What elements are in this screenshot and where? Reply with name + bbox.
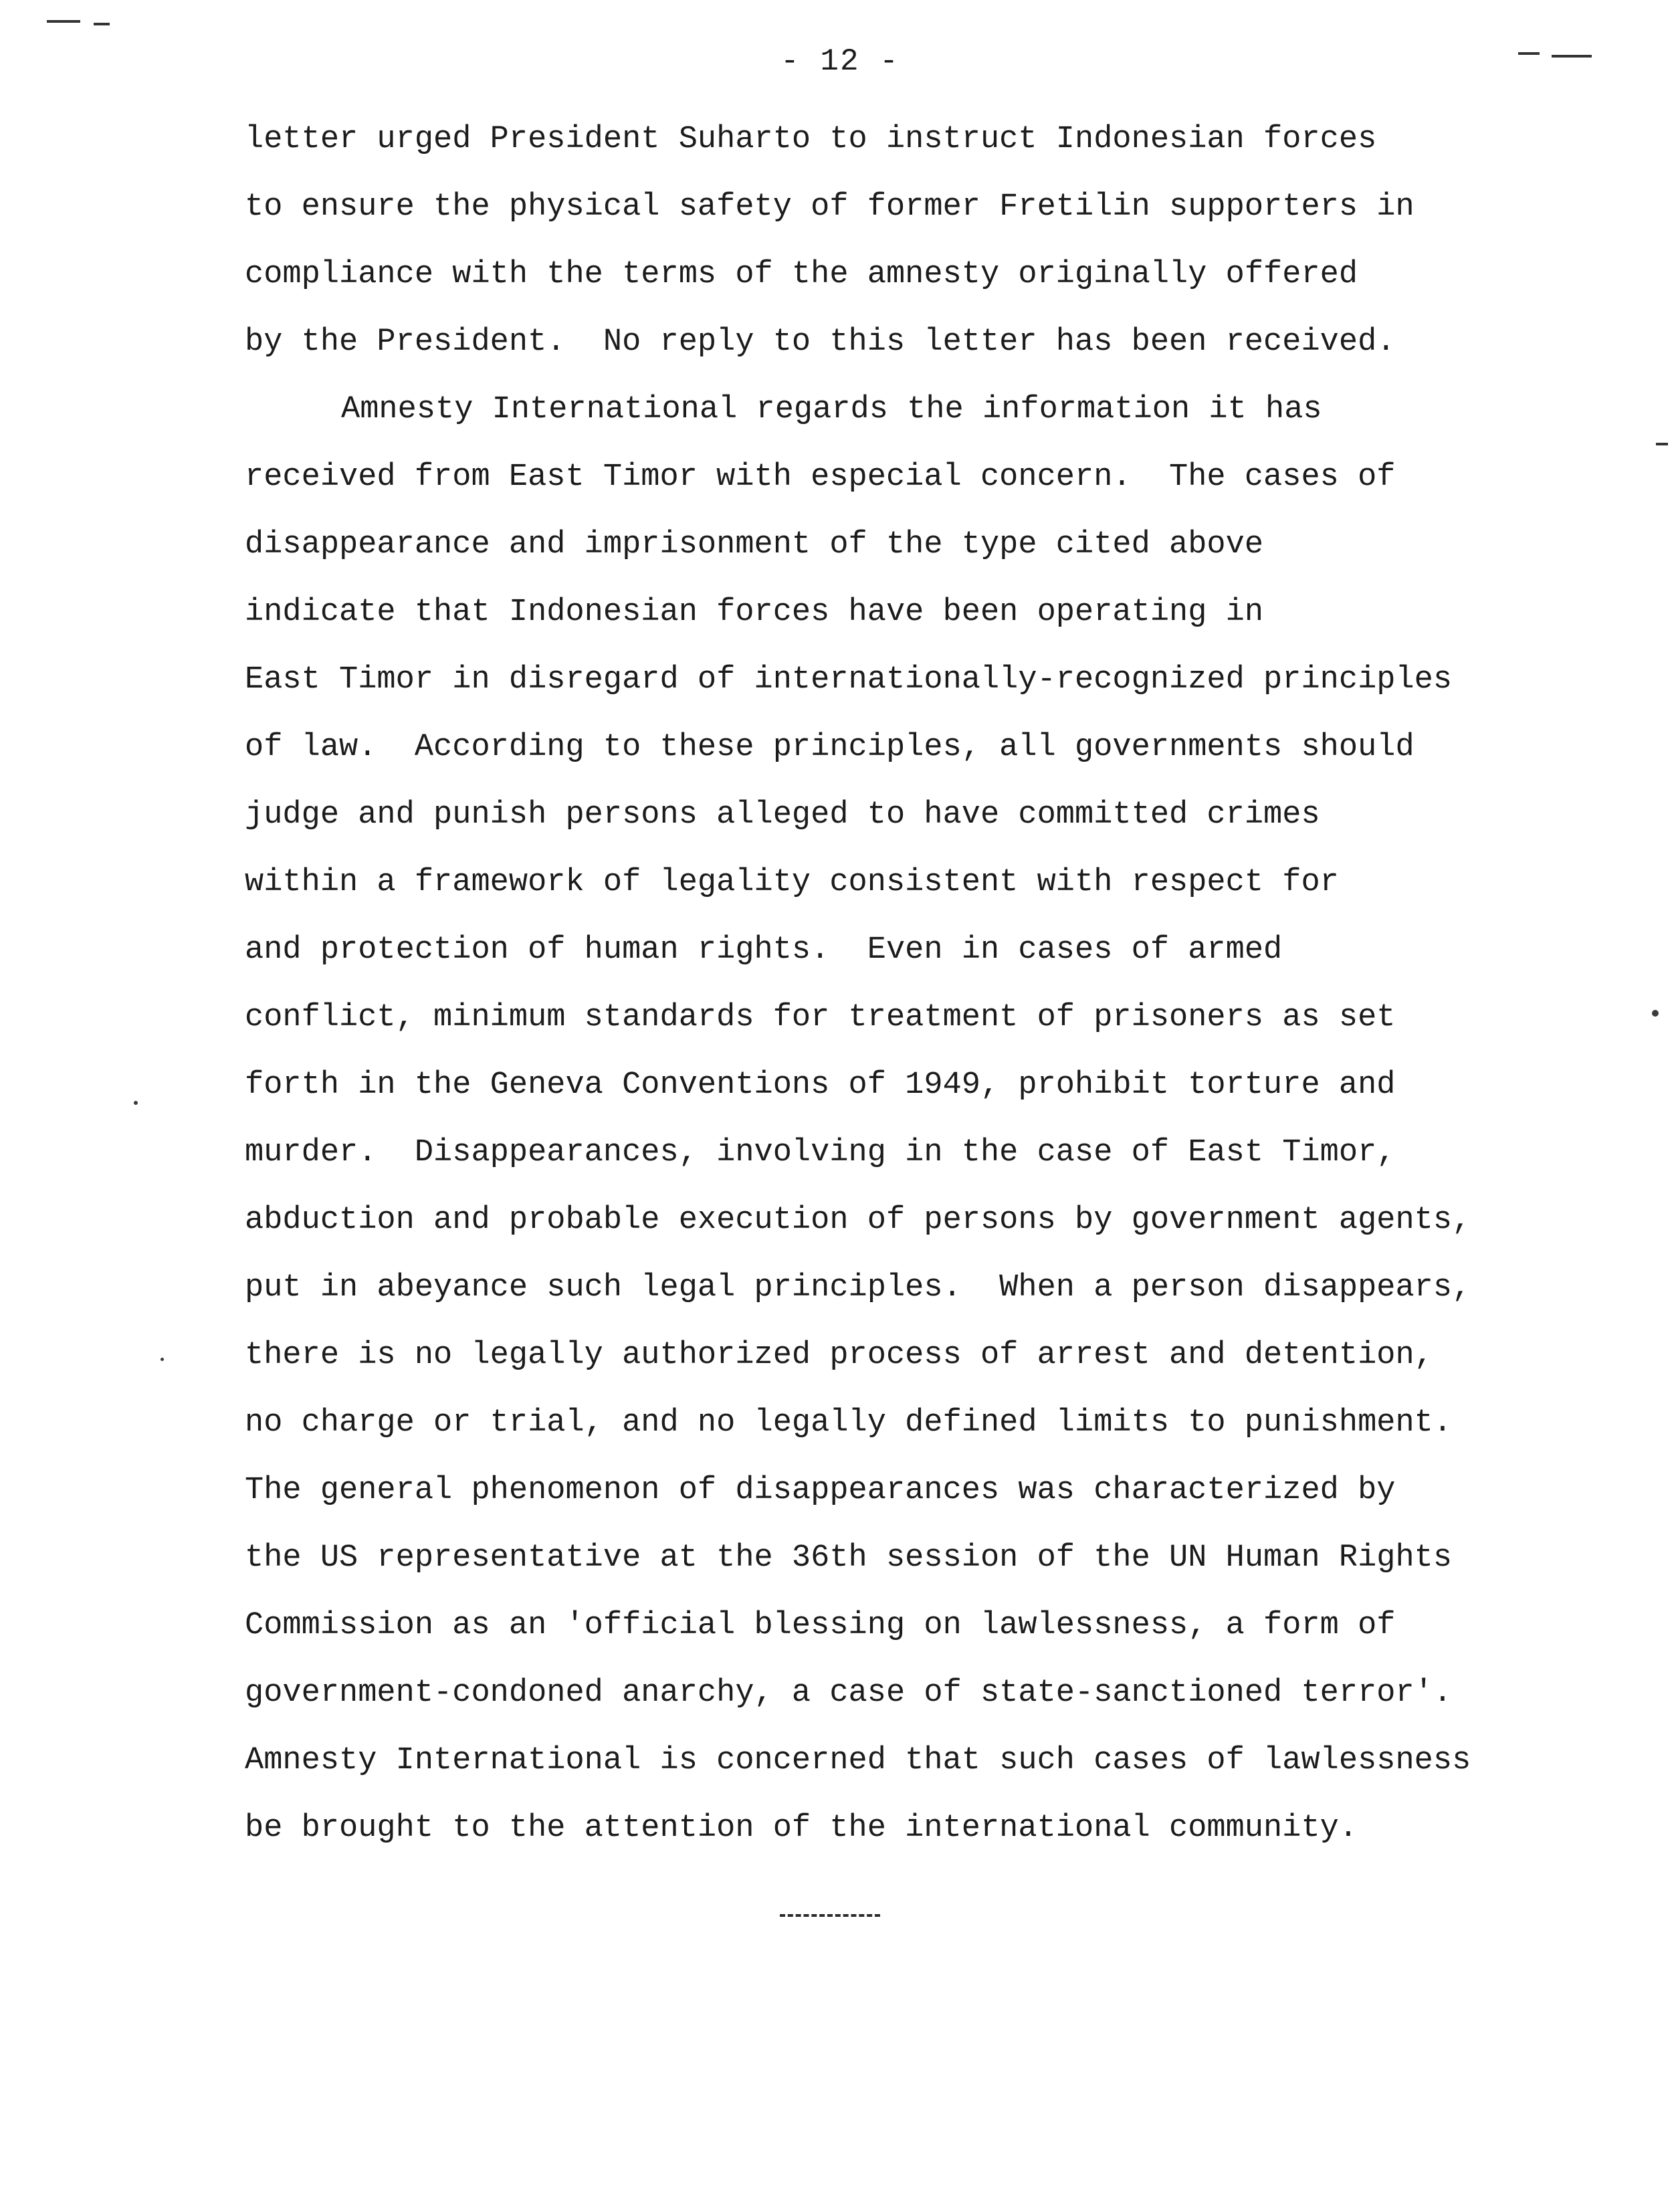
text-line: of law. According to these principles, all governments should [245, 730, 1414, 765]
scan-speck [134, 1101, 138, 1105]
text-line: there is no legally authorized process of arrest and detention, [245, 1338, 1433, 1373]
text-line: indicate that Indonesian forces have been operating in [245, 595, 1264, 630]
text-line: government-condoned anarchy, a case of state-sanctioned terror'. [245, 1675, 1453, 1711]
text-line: The general phenomenon of disappearances was characterized by [245, 1473, 1396, 1508]
end-marker [780, 1914, 880, 1917]
text-line: East Timor in disregard of internationally-recognized principles [245, 662, 1453, 698]
text-line: Amnesty International is concerned that such cases of lawlessness [245, 1743, 1471, 1778]
text-line: letter urged President Suharto to instruct Indonesian forces [245, 122, 1377, 157]
text-line: by the President. No reply to this letter has been received. [245, 324, 1396, 360]
text-line: within a framework of legality consistent with respect for [245, 865, 1339, 900]
text-line: compliance with the terms of the amnesty originally offered [245, 257, 1358, 292]
scan-mark-top-left-2 [94, 23, 110, 25]
text-line: murder. Disappearances, involving in the case of East Timor, [245, 1135, 1396, 1170]
paragraph-2 [245, 376, 1663, 1862]
text-line: abduction and probable execution of persons by government agents, [245, 1203, 1471, 1238]
text-line: no charge or trial, and no legally defined limits to punishment. [245, 1405, 1453, 1441]
text-line: to ensure the physical safety of former Fretilin supporters in [245, 189, 1414, 225]
text-line: forth in the Geneva Conventions of 1949, prohibit torture and [245, 1067, 1396, 1103]
text-line: put in abeyance such legal principles. When a person disappears, [245, 1270, 1471, 1306]
text-line: Commission as an 'official blessing on lawlessness, a form of [245, 1608, 1396, 1643]
text-line: disappearance and imprisonment of the type cited above [245, 527, 1264, 562]
text-line: Amnesty International regards the information it has [341, 392, 1322, 427]
text-line: judge and punish persons alleged to have committed crimes [245, 797, 1320, 833]
text-line: be brought to the attention of the international community. [245, 1810, 1358, 1846]
scan-mark-top-left [47, 20, 80, 23]
text-line: received from East Timor with especial concern. The cases of [245, 459, 1396, 495]
text-line: and protection of human rights. Even in cases of armed [245, 932, 1283, 968]
page-number: - 12 - [780, 44, 900, 79]
text-line: conflict, minimum standards for treatment of prisoners as set [245, 1000, 1396, 1035]
paragraph-1 [245, 106, 1663, 376]
scan-speck [161, 1358, 164, 1361]
text-line: the US representative at the 36th session of the UN Human Rights [245, 1540, 1453, 1576]
body-text [245, 106, 1663, 1862]
